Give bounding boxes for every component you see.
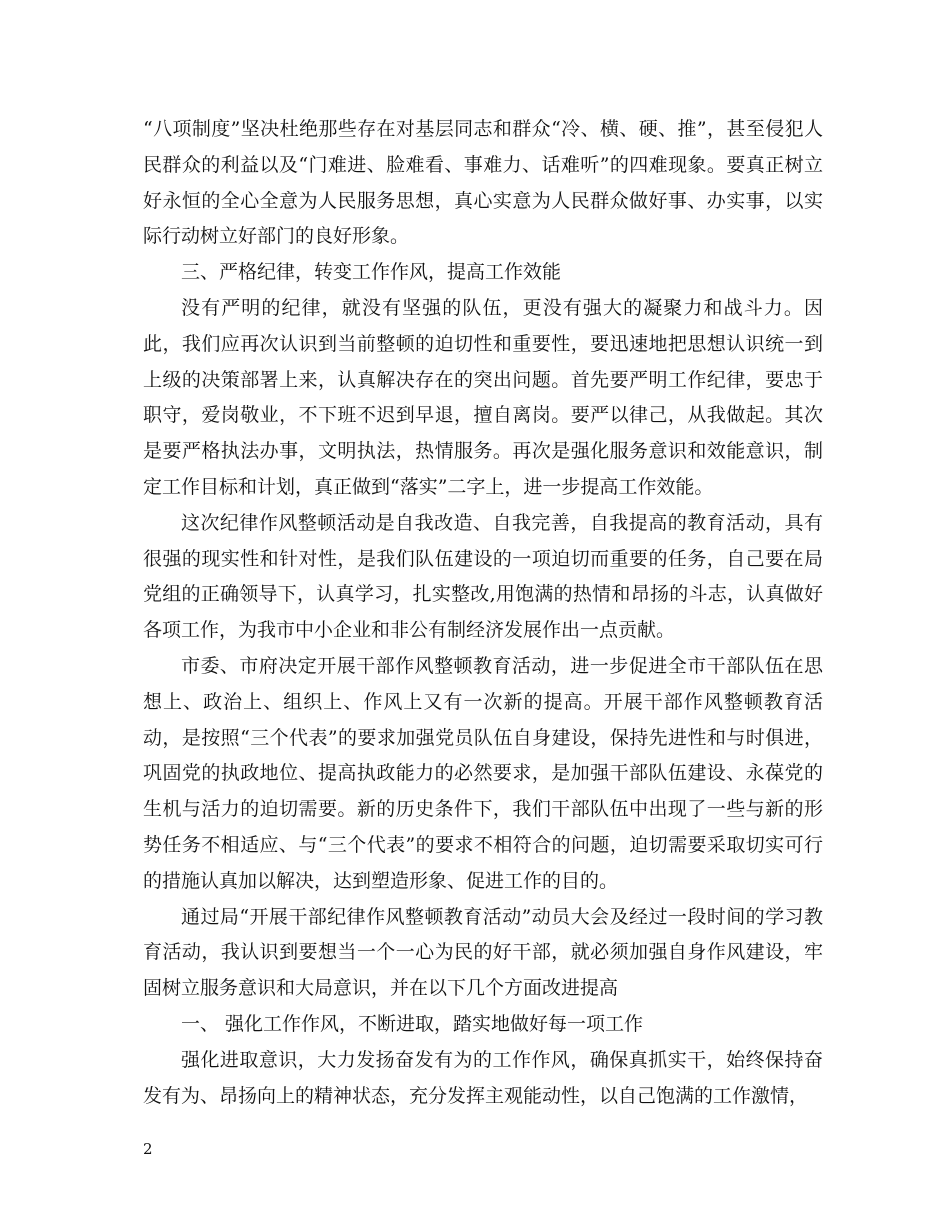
paragraph-rectification: 这次纪律作风整顿活动是自我改造、自我完善，自我提高的教育活动，具有很强的现实性和针对性，是我们队伍建设的一项迫切而重要的任务，自己要在局党组的正确领导下，认真学习，扎实整改,用饱满的热情和昂扬的斗志，认真做好各项工作，为我市中小企业和非公有制经济发展作出一点贡献。: [143, 511, 823, 642]
document-body: [143, 112, 823, 1114]
paragraph-continuation: “八项制度”坚决杜绝那些存在对基层同志和群众“冷、横、硬、推”，甚至侵犯人民群众的利益以及“门难进、脸难看、事难力、话难听”的四难现象。要真正树立好永恒的全心全意为人民服务思想，真心实意为人民群众做好事、办实事，以实际行动树立好部门的良好形象。: [143, 118, 823, 248]
paragraph-discipline: 没有严明的纪律，就没有坚强的队伍，更没有强大的凝聚力和战斗力。因此，我们应再次认识到当前整顿的迫切性和重要性，要迅速地把思想认识统一到上级的决策部署上来，认真解决存在的突出问题。首先要严明工作纪律，要忠于职守，爱岗敬业，不下班不迟到早退，擅自离岗。要严以律己，从我做起。其次是要严格执法办事，文明执法，热情服务。再次是强化服务意识和效能意识，制定工作目标和计划，真正做到“落实”二字上，进一步提高工作效能。: [143, 296, 823, 498]
paragraph-mobilization: 通过局“开展干部纪律作风整顿教育活动”动员大会及经过一段时间的学习教育活动，我认识到要想当一个一心为民的好干部，就必须加强自身作风建设，牢固树立服务意识和大局意识，并在以下几个方面改进提高: [143, 905, 823, 1000]
section-heading-one: 一、 强化工作作风，不断进取，踏实地做好每一项工作: [181, 1012, 644, 1035]
page-number: 2: [143, 1140, 153, 1158]
paragraph-municipal-decision: 市委、市府决定开展干部作风整顿教育活动，进一步促进全市干部队伍在思想上、政治上、组织上、作风上又有一次新的提高。开展干部作风整顿教育活动，是按照“三个代表”的要求加强党员队伍自身建设，保持先进性和与时俱进，巩固党的执政地位、提高执政能力的必然要求，是加强干部队伍建设、永葆党的生机与活力的迫切需要。新的历史条件下，我们干部队伍中出现了一些与新的形势任务不相适应、与“三个代表”的要求不相符合的问题，迫切需要采取切实可行的措施认真加以解决，达到塑造形象、促进工作的目的。: [143, 654, 823, 892]
section-heading-three: 三、严格纪律，转变工作作风，提高工作效能: [181, 261, 562, 284]
paragraph-progress: 强化进取意识，大力发扬奋发有为的工作作风，确保真抓实干，始终保持奋发有为、昂扬向上的精神状态，充分发挥主观能动性，以自己饱满的工作激情，: [143, 1048, 823, 1107]
